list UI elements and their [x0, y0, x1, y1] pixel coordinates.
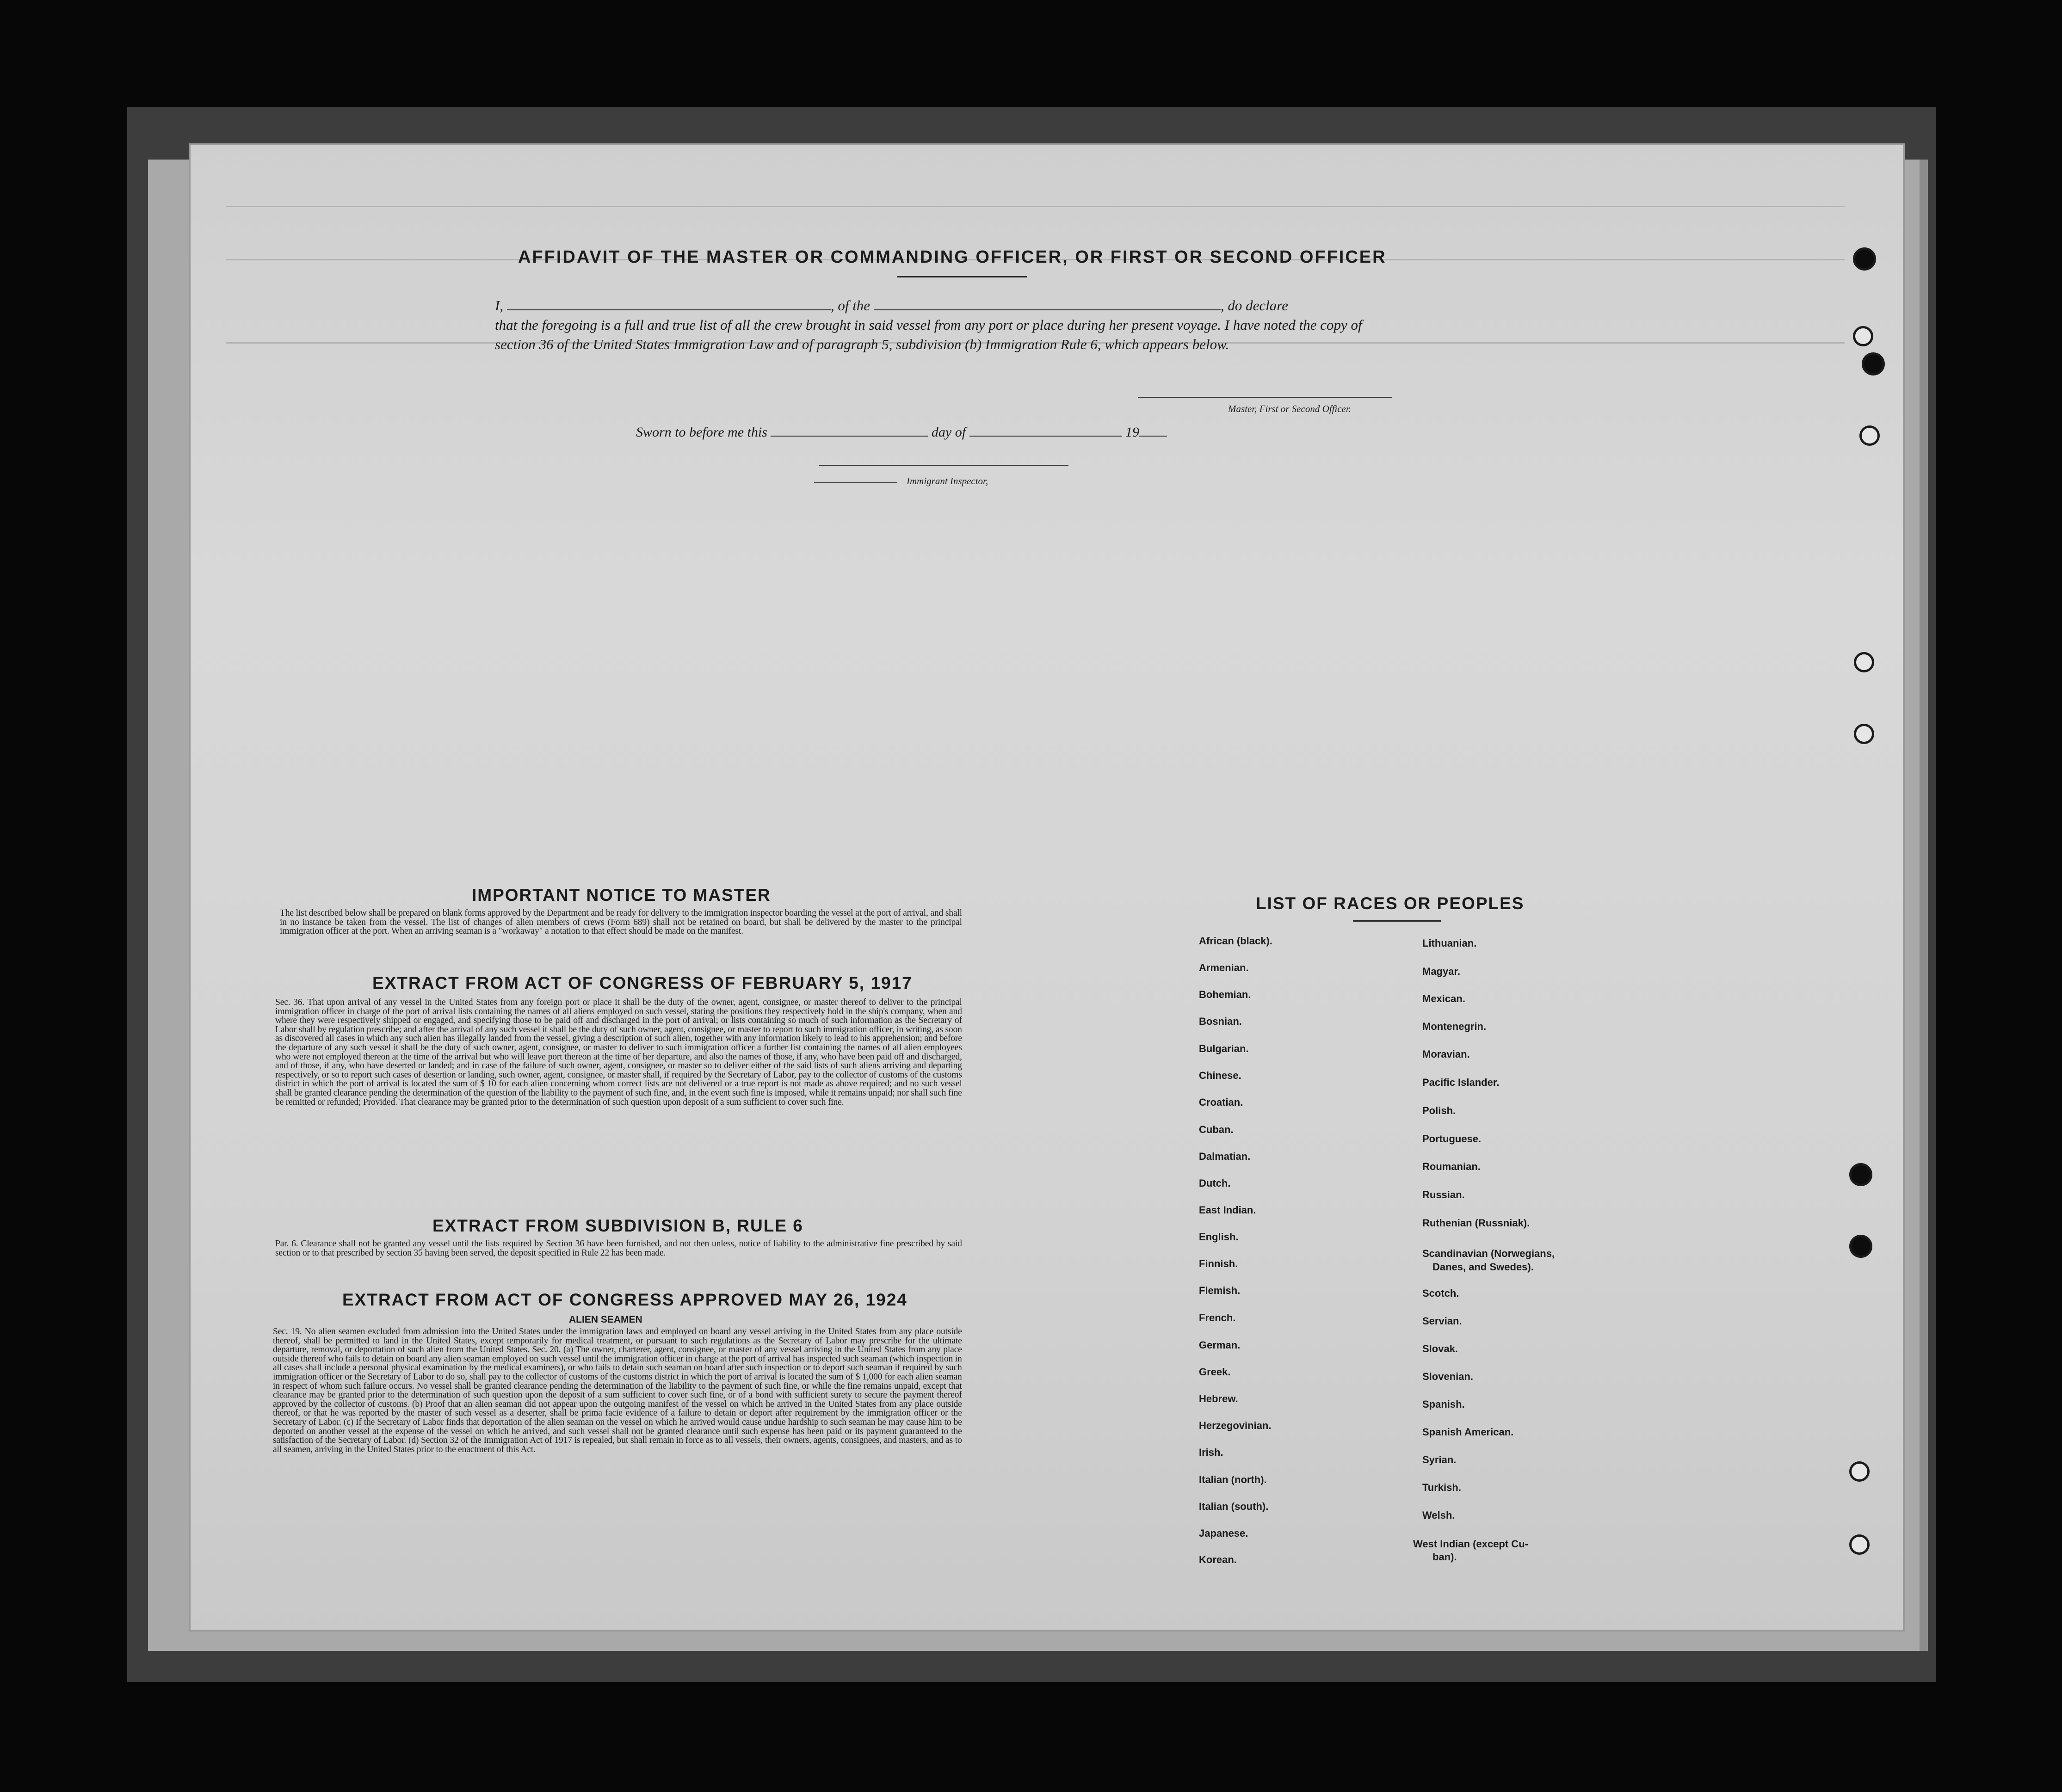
race-item-left: East Indian.	[1199, 1204, 1256, 1216]
month-blank[interactable]	[969, 436, 1122, 437]
year-blank[interactable]	[1139, 436, 1167, 437]
name-blank[interactable]	[507, 309, 831, 310]
title-rule	[897, 276, 1027, 277]
race-item-left: Dutch.	[1199, 1177, 1231, 1189]
race-item-left: Armenian.	[1199, 962, 1249, 973]
race-item-right: Slovak.	[1422, 1343, 1458, 1355]
race-item-left: Irish.	[1199, 1447, 1223, 1458]
race-item-left: Finnish.	[1199, 1258, 1238, 1269]
race-item-left: Hebrew.	[1199, 1393, 1238, 1404]
race-item-left: Chinese.	[1199, 1070, 1241, 1081]
extract-1924-subtitle: ALIEN SEAMEN	[569, 1314, 642, 1325]
punch-hole	[1849, 1235, 1872, 1258]
punch-hole	[1859, 425, 1880, 446]
races-title: LIST OF RACES OR PEOPLES	[1256, 894, 1525, 913]
race-item-left: English.	[1199, 1231, 1239, 1243]
race-item-left: Korean.	[1199, 1554, 1237, 1565]
race-item-right: Ruthenian (Russniak).	[1422, 1217, 1530, 1229]
declaration-of-the: , of the	[830, 297, 870, 314]
affidavit-title: AFFIDAVIT OF THE MASTER OR COMMANDING OFFICER, OR FIRST OR SECOND OFFICER	[518, 247, 1387, 267]
race-item-left: German.	[1199, 1339, 1241, 1351]
notice-title: IMPORTANT NOTICE TO MASTER	[472, 886, 771, 905]
signature-label: Master, First or Second Officer.	[1228, 403, 1351, 414]
sworn-day-of: day of	[931, 425, 966, 440]
race-item-left: Dalmatian.	[1199, 1151, 1251, 1162]
race-item-right: Welsh.	[1422, 1509, 1455, 1521]
subdivision-b-text: Par. 6. Clearance shall not be granted any vessel until the lists required by Section 36 have been furnished, and not then unless, notice of liability to the administrative fine prescribed by said section or to that prescribed by section 35 having been served, the deposit specified in Rule 22 has been made.	[275, 1238, 962, 1258]
day-blank[interactable]	[771, 436, 928, 437]
extract-1917-title: EXTRACT FROM ACT OF CONGRESS OF FEBRUARY 5, 1917	[372, 973, 913, 992]
race-item-left: French.	[1199, 1312, 1236, 1324]
race-item-right: Portuguese.	[1422, 1133, 1482, 1145]
race-item-left: Bosnian.	[1199, 1016, 1242, 1027]
race-item-right: Turkish.	[1422, 1482, 1461, 1493]
race-item-left: Herzegovinian.	[1199, 1420, 1272, 1431]
punch-hole	[1849, 1163, 1872, 1186]
race-item-right: Russian.	[1422, 1189, 1465, 1201]
race-item-right: Slovenian.	[1422, 1371, 1474, 1382]
punch-hole	[1849, 1461, 1870, 1482]
race-item-right: West Indian (except Cu-	[1413, 1538, 1528, 1550]
race-item-right: Magyar.	[1422, 966, 1460, 977]
punch-hole	[1854, 652, 1874, 672]
race-item-right: Spanish.	[1422, 1398, 1465, 1410]
punch-hole	[1849, 1534, 1870, 1555]
punch-hole	[1862, 352, 1885, 376]
declaration-body: that the foregoing is a full and true list of all the crew brought in said vessel from any port or place during her present voyage. I have noted the copy of section 36 of the United States Immigration Law and of paragraph 5, subdivision (b) Immigration Rule 6, which appears below.	[495, 317, 1362, 352]
inspector-signature-line[interactable]	[819, 465, 1068, 466]
race-item-right: Spanish American.	[1422, 1426, 1514, 1438]
race-item-right: ban).	[1432, 1551, 1457, 1563]
race-item-right: Mexican.	[1422, 993, 1465, 1004]
inspector-label: Immigrant Inspector,	[907, 475, 988, 486]
race-item-right: Pacific Islander.	[1422, 1077, 1500, 1088]
race-item-left: Bulgarian.	[1199, 1043, 1249, 1054]
declaration-do-declare: , do declare	[1220, 297, 1288, 314]
race-item-right: Lithuanian.	[1422, 937, 1477, 949]
punch-hole	[1853, 247, 1876, 271]
sworn-year: 19	[1125, 425, 1140, 440]
vessel-blank[interactable]	[874, 309, 1221, 310]
race-item-left: Japanese.	[1199, 1527, 1248, 1539]
notice-text: The list described below shall be prepared on blank forms approved by the Department and be ready for delivery to the immigration inspector boarding the vessel at the port of arrival, and shall in no instance be taken from the vessel. The list of changes of alien members of crews (Form 689) shall not be retained on board, but shall be delivered by the master to the principal immigration officer at the port. When an arriving seaman is a "workaway" a notation to that effect should be made on the manifest.	[280, 908, 962, 936]
race-item-left: Italian (north).	[1199, 1474, 1267, 1485]
races-title-rule	[1353, 920, 1441, 922]
extract-1924-title: EXTRACT FROM ACT OF CONGRESS APPROVED MAY 26, 1924	[342, 1290, 908, 1309]
sworn-text: Sworn to before me this	[636, 425, 767, 440]
race-item-right: Moravian.	[1422, 1048, 1470, 1060]
extract-1917-text: Sec. 36. That upon arrival of any vessel in the United States from any foreign port or place it shall be the duty of the owner, agent, consignee, or master thereof to deliver to the principal immigration officer in charge of the port of arrival lists containing the names of all aliens employed on such vessel, stating the positions they respectively hold in the ship's company, when and where they were respectively shipped or engaged, and specifying those to be paid off and discharged in the port of arrival; or lists containing so much of such information as the Secretary of Labor shall by regulation prescribe; and after the arrival of any such vessel it shall be the duty of such owner, agent, consignee, or master to report to such immigration officer, in writing, as soon as discovered all cases in which any such alien has illegally landed from the vessel, giving a description of such alien, together with any information likely to lead to his apprehension; and before the departure of any such vessel it shall be the duty of such owner, agent, consignee, or master to deliver to such immigration officer a further list containing the names of all alien employees who were not employed thereon at the time of the arrival but who will leave port thereon at the time of her departure, and also the names of those, if any, who have been paid off and discharged, and of those, if any, who have deserted or landed; and in case of the failure of such owner, agent, consignee, or master so to deliver either of the said lists of such aliens arriving and departing respectively, or so to report such cases of desertion or landing, such owner, agent, consignee, or master shall, if required by the Secretary of Labor, pay to the collector of customs of the customs district in which the port of arrival is located the sum of $ 10 for each alien concerning whom correct lists are not delivered or a true report is not made as above required; and no such vessel shall be granted clearance pending the determination of the question of the liability to the payment of such fine, and, in the event such fine is imposed, while it remains unpaid; nor shall such fine be remitted or refunded; Provided. That clearance may be granted prior to the determination of such question upon deposit of a sum sufficient to cover such fine.	[275, 997, 962, 1107]
sworn-line	[636, 425, 1284, 440]
race-item-right: Polish.	[1422, 1105, 1456, 1116]
race-item-left: African (black).	[1199, 935, 1272, 947]
race-item-left: Cuban.	[1199, 1124, 1234, 1135]
signature-line[interactable]	[1138, 397, 1392, 398]
race-item-left: Croatian.	[1199, 1096, 1243, 1108]
race-item-left: Italian (south).	[1199, 1501, 1269, 1512]
subdivision-b-title: EXTRACT FROM SUBDIVISION B, RULE 6	[432, 1216, 803, 1235]
extract-1924-text: Sec. 19. No alien seamen excluded from admission into the United States under the immigration laws and employed on board any vessel arriving in the United States from any place outside thereof, shall be permitted to land in the United States, except temporarily for medical treatment, or pursuant to such regulations as the Secretary of Labor may prescribe for the ultimate departure, removal, or deportation of such alien from the United States. Sec. 20. (a) The owner, charterer, agent, consignee, or master of any vessel arriving in the United States from any place outside thereof who fails to detain on board any alien seaman employed on such vessel until the immigration officer in charge at the port of arrival has inspected such seaman (which inspection in all cases shall include a personal physical examination by the medical examiners), or who fails to detain such seaman on board after such inspection or to deport such seaman if required by such immigration officer or the Secretary of Labor to do so, shall pay to the collector of customs of the customs district in which the port of arrival is located the sum of $ 1,000 for each alien seaman in respect of whom such failure occurs. No vessel shall be granted clearance pending the determination of the liability to the payment of such fine, or while the fine remains unpaid, except that clearance may be granted prior to the determination of such question upon the deposit of a sum sufficient to cover such fine, or of a bond with sufficient surety to secure the payment thereof approved by the collector of customs. (b) Proof that an alien seaman did not appear upon the outgoing manifest of the vessel on which he arrived in the United States from any place outside thereof, or that he was reported by the master of such vessel as a deserter, shall be prima facie evidence of a failure to detain or deport after requirement by the immigration officer or the Secretary of Labor. (c) If the Secretary of Labor finds that deportation of the alien seaman on the vessel on which he arrived would cause undue hardship to such seaman he may cause him to be deported on another vessel at the expense of the vessel on which he arrived, and such vessel shall not be granted clearance until such expense has been paid or its payment guaranteed to the satisfaction of the Secretary of Labor. (d) Section 32 of the Immigration Act of 1917 is repealed, but shall remain in force as to all vessels, their owners, agents, consignees, and masters, and as to all seamen, arriving in the United States prior to the enactment of this Act.	[273, 1326, 962, 1454]
bleed-through-line	[226, 206, 1845, 207]
race-item-right: Scotch.	[1422, 1287, 1459, 1299]
race-item-right: Roumanian.	[1422, 1161, 1481, 1172]
race-item-left: Flemish.	[1199, 1285, 1241, 1296]
declaration-i: I,	[495, 297, 504, 314]
punch-hole	[1853, 326, 1873, 346]
race-item-left: Bohemian.	[1199, 989, 1251, 1000]
race-item-right: Servian.	[1422, 1315, 1462, 1327]
declaration-text	[495, 296, 1401, 354]
punch-hole	[1854, 724, 1874, 744]
inspector-label-rule	[814, 482, 897, 483]
race-item-right: Scandinavian (Norwegians,	[1422, 1248, 1555, 1259]
race-item-right: Danes, and Swedes).	[1432, 1261, 1534, 1273]
race-item-left: Greek.	[1199, 1366, 1231, 1378]
race-item-right: Syrian.	[1422, 1454, 1457, 1466]
race-item-right: Montenegrin.	[1422, 1021, 1487, 1032]
